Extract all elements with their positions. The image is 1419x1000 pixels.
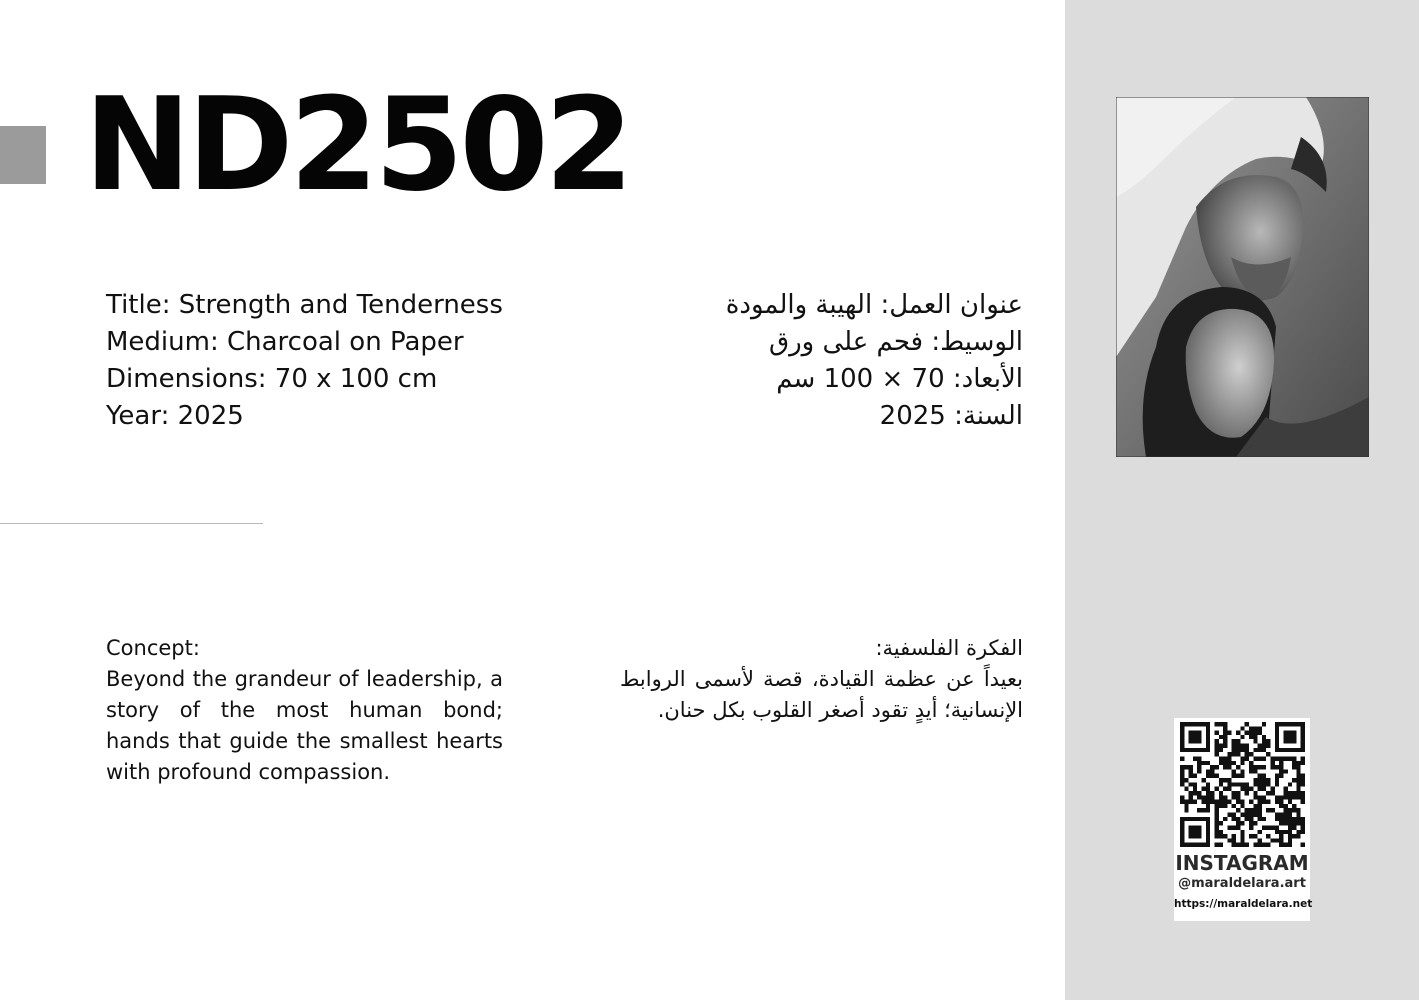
concept-body-ar: بعيداً عن عظمة القيادة، قصة لأسمى الروابط الإنسانية؛ أيدٍ تقود أصغر القلوب بكل حنان.: [620, 667, 1023, 722]
concept-english: [106, 633, 503, 788]
instagram-label: INSTAGRAM: [1175, 851, 1309, 875]
details-arabic: [600, 287, 1023, 435]
concept-heading-ar: الفكرة الفلسفية:: [875, 636, 1023, 660]
qr-code-icon[interactable]: [1180, 722, 1305, 847]
year-line-ar: السنة: 2025: [879, 401, 1023, 431]
concept-arabic: [620, 633, 1023, 726]
accent-block: [0, 126, 46, 184]
title-line-en: Title: Strength and Tenderness: [106, 290, 503, 320]
catalog-code: ND2502: [84, 71, 630, 220]
website-link[interactable]: https://maraldelara.net: [1174, 898, 1313, 910]
medium-line-en: Medium: Charcoal on Paper: [106, 327, 464, 357]
divider: [0, 523, 263, 524]
dimensions-line-ar: الأبعاد: 70 × 100 سم: [776, 364, 1023, 394]
concept-heading-en: Concept:: [106, 636, 200, 660]
dimensions-line-en: Dimensions: 70 x 100 cm: [106, 364, 438, 394]
title-line-ar: عنوان العمل: الهيبة والمودة: [725, 290, 1023, 320]
concept-body-en: Beyond the grandeur of leadership, a story of the most human bond; hands that guide the smallest hearts with profound compassion.: [106, 667, 503, 784]
charcoal-portrait-image: [1116, 97, 1369, 457]
qr-contact-card: [1174, 718, 1313, 921]
year-line-en: Year: 2025: [106, 401, 244, 431]
medium-line-ar: الوسيط: فحم على ورق: [768, 327, 1023, 357]
instagram-handle[interactable]: @maraldelara.art: [1178, 876, 1306, 891]
details-english: [106, 287, 503, 435]
